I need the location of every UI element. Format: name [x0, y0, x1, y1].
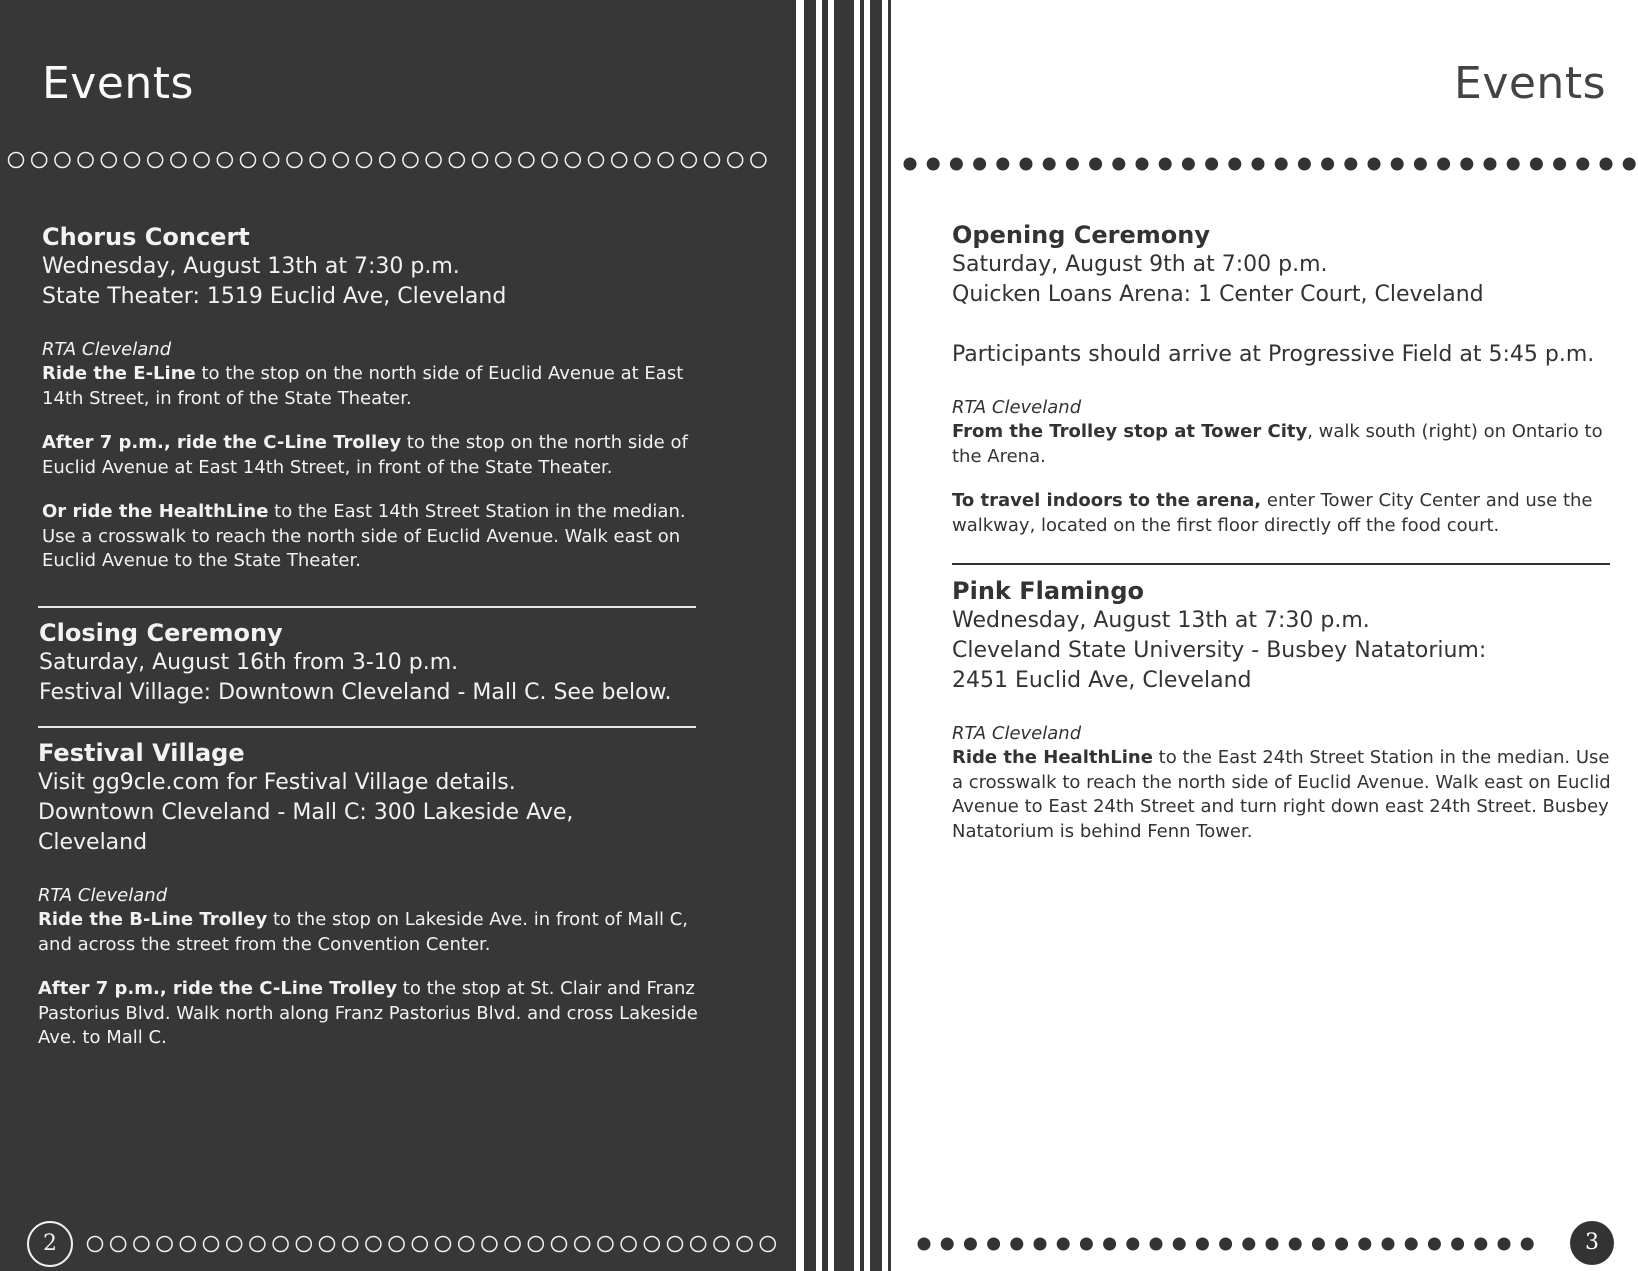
dot	[612, 153, 627, 168]
festival-rta-label: RTA Cleveland	[38, 885, 168, 906]
dot	[1066, 158, 1079, 171]
dot	[32, 153, 47, 168]
closing-date: Saturday, August 16th from 3-10 p.m.	[39, 650, 459, 675]
dot-border-left-bottom	[0, 1232, 790, 1256]
dot	[1034, 1238, 1047, 1251]
dot	[1057, 1238, 1070, 1251]
dot	[519, 153, 534, 168]
dot	[1405, 1238, 1418, 1251]
left-divider-2	[38, 726, 696, 728]
chorus-concert-section	[42, 222, 692, 574]
dot	[1112, 158, 1125, 171]
chorus-venue: State Theater: 1519 Euclid Ave, Cleveland	[42, 284, 507, 309]
chorus-directions-2-text: to the stop on the north side of Euclid Avenue at East 14th Street, in front of the State Theater.	[42, 432, 688, 478]
dot	[366, 1237, 381, 1252]
dot	[1428, 1238, 1441, 1251]
dot	[287, 153, 302, 168]
page-number-right: 3	[1570, 1221, 1614, 1265]
opening-heading: Opening Ceremony	[952, 221, 1211, 249]
dot	[1553, 158, 1566, 171]
dot	[482, 1237, 497, 1252]
flamingo-heading: Pink Flamingo	[952, 577, 1145, 605]
dot	[1451, 1238, 1464, 1251]
dot	[505, 1237, 520, 1252]
dot	[728, 153, 743, 168]
dot	[55, 153, 70, 168]
dot	[621, 1237, 636, 1252]
opening-ceremony-section	[952, 220, 1612, 538]
dot	[927, 158, 940, 171]
dot	[1344, 158, 1357, 171]
festival-directions-1-text: to the stop on Lakeside Ave. in front of Mall C, and across the street from the Convention Center.	[38, 909, 689, 955]
flamingo-rta-label: RTA Cleveland	[952, 723, 1082, 744]
dot	[996, 158, 1009, 171]
opening-rta-label: RTA Cleveland	[952, 397, 1082, 418]
chorus-directions-2-bold: After 7 p.m., ride the C-Line Trolley	[42, 432, 402, 453]
festival-directions-2-text: to the stop at St. Clair and Franz Pastorius Blvd. Walk north along Franz Pastorius Blvd. and cross Lakeside Ave. to Mall C.	[38, 978, 698, 1048]
dot	[964, 1238, 977, 1251]
chorus-date: Wednesday, August 13th at 7:30 p.m.	[42, 254, 460, 279]
flamingo-directions-1	[952, 746, 1612, 844]
dot	[1391, 158, 1404, 171]
dot	[681, 153, 696, 168]
dot	[273, 1237, 288, 1252]
dot	[194, 153, 209, 168]
dot	[1080, 1238, 1093, 1251]
opening-directions-2-bold: To travel indoors to the arena,	[952, 490, 1262, 511]
closing-venue: Festival Village: Downtown Cleveland - Mall C. See below.	[39, 680, 672, 705]
left-page-title: Events	[42, 58, 194, 109]
dot	[1126, 1238, 1139, 1251]
dot	[1414, 158, 1427, 171]
festival-directions-1	[38, 908, 698, 957]
dot	[241, 153, 256, 168]
festival-village-section	[38, 738, 698, 1051]
dot	[1275, 158, 1288, 171]
dot	[542, 153, 557, 168]
dot	[598, 1237, 613, 1252]
left-divider-1	[38, 606, 696, 608]
closing-ceremony-section	[39, 618, 699, 708]
flamingo-venue-1: Cleveland State University - Busbey Natatorium:	[952, 638, 1487, 663]
right-page	[900, 0, 1638, 1271]
dot	[565, 153, 580, 168]
flamingo-date: Wednesday, August 13th at 7:30 p.m.	[952, 608, 1370, 633]
dot	[1576, 158, 1589, 171]
dot	[343, 1237, 358, 1252]
opening-arrival-note: Participants should arrive at Progressive Field at 5:45 p.m.	[952, 342, 1595, 367]
dot	[389, 1237, 404, 1252]
opening-directions-2	[952, 489, 1612, 538]
dot	[1484, 158, 1497, 171]
dot	[125, 153, 140, 168]
festival-directions-2	[38, 977, 698, 1051]
dot	[9, 153, 24, 168]
dot	[1219, 1238, 1232, 1251]
dot	[950, 158, 963, 171]
dot	[737, 1237, 752, 1252]
dot	[1507, 158, 1520, 171]
dot	[412, 1237, 427, 1252]
dot	[436, 1237, 451, 1252]
center-stripes	[790, 0, 900, 1271]
closing-heading: Closing Ceremony	[39, 619, 283, 647]
dot-border-right-top	[900, 152, 1638, 176]
dot	[1242, 1238, 1255, 1251]
dot	[88, 1237, 103, 1252]
dot	[1020, 158, 1033, 171]
dot	[1182, 158, 1195, 171]
page-number-left: 2	[27, 1221, 73, 1267]
dot-border-left-top	[0, 148, 790, 172]
festival-directions-2-bold: After 7 p.m., ride the C-Line Trolley	[38, 978, 398, 999]
dot	[760, 1237, 775, 1252]
dot	[1173, 1238, 1186, 1251]
dot	[180, 1237, 195, 1252]
opening-venue: Quicken Loans Arena: 1 Center Court, Cleveland	[952, 282, 1484, 307]
dot	[1103, 1238, 1116, 1251]
dot	[941, 1238, 954, 1251]
right-divider	[952, 563, 1610, 565]
chorus-heading: Chorus Concert	[42, 223, 250, 251]
opening-directions-1	[952, 420, 1612, 469]
dot	[575, 1237, 590, 1252]
dot	[296, 1237, 311, 1252]
dot	[171, 153, 186, 168]
dot	[973, 158, 986, 171]
chorus-directions-1	[42, 362, 692, 411]
pink-flamingo-section	[952, 576, 1612, 844]
chorus-directions-3	[42, 500, 692, 574]
dot	[1437, 158, 1450, 171]
dot	[320, 1237, 335, 1252]
dot	[1252, 158, 1265, 171]
chorus-directions-1-text: to the stop on the north side of Euclid Avenue at East 14th Street, in front of the State Theater.	[42, 363, 684, 409]
dot	[528, 1237, 543, 1252]
dot	[78, 153, 93, 168]
dot	[380, 153, 395, 168]
dot	[904, 158, 917, 171]
dot	[1289, 1238, 1302, 1251]
dot	[1043, 158, 1056, 171]
dot	[473, 153, 488, 168]
dot	[101, 153, 116, 168]
dot	[217, 153, 232, 168]
dot	[426, 153, 441, 168]
dot	[552, 1237, 567, 1252]
right-page-title: Events	[1454, 58, 1606, 109]
dot	[148, 153, 163, 168]
flamingo-venue-2: 2451 Euclid Ave, Cleveland	[952, 668, 1252, 693]
opening-date: Saturday, August 9th at 7:00 p.m.	[952, 252, 1328, 277]
chorus-directions-2	[42, 431, 692, 480]
chorus-directions-3-bold: Or ride the HealthLine	[42, 501, 269, 522]
dot	[1368, 158, 1381, 171]
dot	[1521, 1238, 1534, 1251]
dot-border-right-bottom	[900, 1232, 1638, 1256]
dot	[1600, 158, 1613, 171]
dot	[1358, 1238, 1371, 1251]
dot	[589, 153, 604, 168]
dot	[310, 153, 325, 168]
dot	[449, 153, 464, 168]
dot	[751, 153, 766, 168]
flamingo-directions-1-bold: Ride the HealthLine	[952, 747, 1153, 768]
opening-directions-1-bold: From the Trolley stop at Tower City	[952, 421, 1308, 442]
flamingo-directions-1-text: to the East 24th Street Station in the median. Use a crosswalk to reach the north side of Euclid Avenue. Walk east on Euclid Avenue to East 24th Street and turn right down east 24th Street. Busbey Natatorium is behind Fenn Tower.	[952, 747, 1611, 842]
dot	[1623, 158, 1636, 171]
dot	[496, 153, 511, 168]
opening-directions-2-text: enter Tower City Center and use the walkway, located on the first floor directly off the food court.	[952, 490, 1593, 536]
dot	[691, 1237, 706, 1252]
dot	[1530, 158, 1543, 171]
dot	[1150, 1238, 1163, 1251]
dot	[635, 153, 650, 168]
dot	[987, 1238, 1000, 1251]
dot	[459, 1237, 474, 1252]
dot	[157, 1237, 172, 1252]
dot	[134, 1237, 149, 1252]
dot	[714, 1237, 729, 1252]
dot	[1312, 1238, 1325, 1251]
chorus-rta-label: RTA Cleveland	[42, 339, 172, 360]
dot	[1205, 158, 1218, 171]
dot	[1382, 1238, 1395, 1251]
dot	[644, 1237, 659, 1252]
dot	[705, 153, 720, 168]
dot	[918, 1238, 931, 1251]
dot	[1159, 158, 1172, 171]
dot	[1460, 158, 1473, 171]
dot	[204, 1237, 219, 1252]
dot	[250, 1237, 265, 1252]
dot	[403, 153, 418, 168]
festival-directions-1-bold: Ride the B-Line Trolley	[38, 909, 268, 930]
dot	[1266, 1238, 1279, 1251]
dot	[1321, 158, 1334, 171]
dot	[1498, 1238, 1511, 1251]
dot	[227, 1237, 242, 1252]
chorus-directions-3-text: to the East 14th Street Station in the median. Use a crosswalk to reach the north side of Euclid Avenue. Walk east on Euclid Avenue to the State Theater.	[42, 501, 686, 571]
opening-directions-1-text: , walk south (right) on Ontario to the Arena.	[952, 421, 1603, 467]
chorus-directions-1-bold: Ride the E-Line	[42, 363, 196, 384]
dot	[1010, 1238, 1023, 1251]
dot	[1474, 1238, 1487, 1251]
dot	[658, 153, 673, 168]
dot	[333, 153, 348, 168]
dot	[668, 1237, 683, 1252]
dot	[264, 153, 279, 168]
festival-heading: Festival Village	[38, 739, 245, 767]
festival-line-1: Visit gg9cle.com for Festival Village details.	[38, 770, 516, 795]
dot	[1089, 158, 1102, 171]
dot	[1298, 158, 1311, 171]
left-page	[0, 0, 790, 1271]
dot	[111, 1237, 126, 1252]
dot	[1228, 158, 1241, 171]
dot	[357, 153, 372, 168]
dot	[1136, 158, 1149, 171]
dot	[1335, 1238, 1348, 1251]
festival-line-2: Downtown Cleveland - Mall C: 300 Lakeside Ave, Cleveland	[38, 800, 574, 855]
dot	[1196, 1238, 1209, 1251]
